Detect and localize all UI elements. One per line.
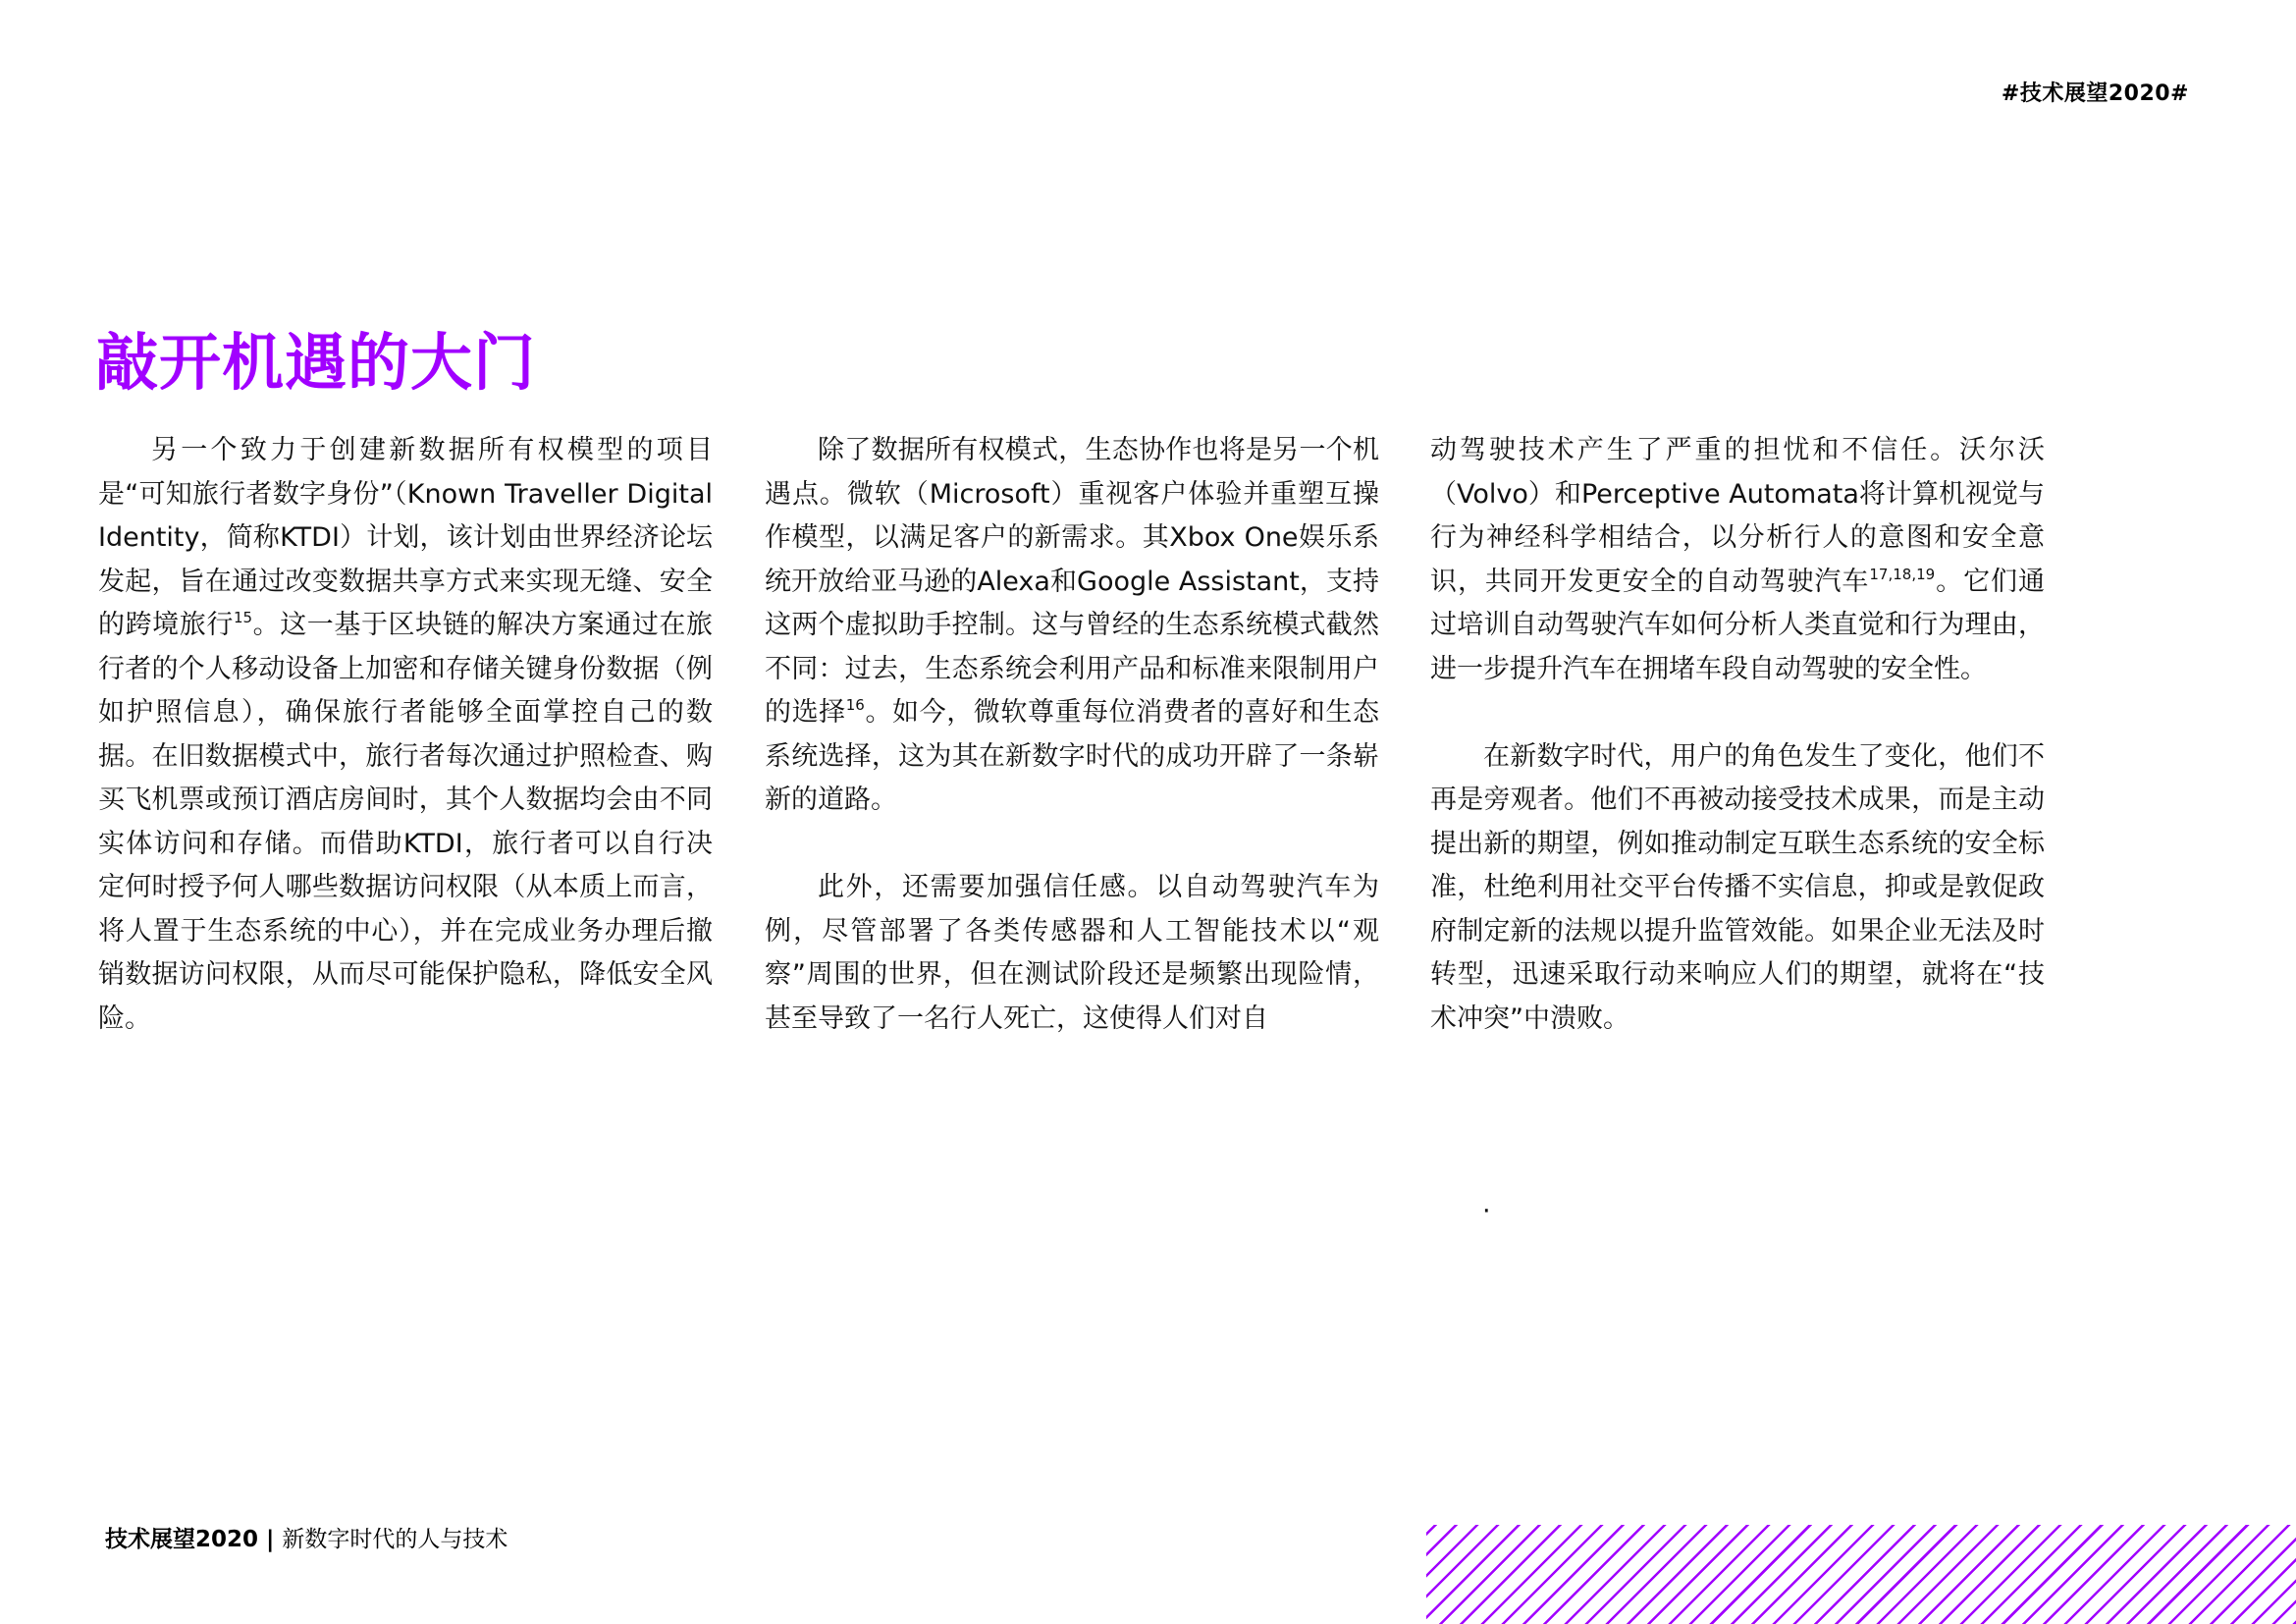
text-column-1 (98, 429, 713, 1041)
text-column-3 (1430, 429, 2045, 1041)
paragraph (98, 429, 713, 1041)
footnote-ref: 17,18,19 (1869, 565, 1936, 583)
hashtag-tag: #技术展望2020# (2001, 81, 2189, 106)
paragraph-text: 另一个致力于创建新数据所有权模型的项目是“可知旅行者数字身份”（Known Traveller Digital Identity，简称KTDI）计划，该计划由世界经济论坛发起，旨在通过改变数据共享方式来实现无缝、安全的跨境旅行 (98, 435, 713, 640)
paragraph-text: 动驾驶技术产生了严重的担忧和不信任。沃尔沃（Volvo）和Perceptive Automata将计算机视觉与行为神经科学相结合，以分析行人的意图和安全意识，共同开发更安全的自动驾驶汽车 (1430, 435, 2045, 597)
paragraph-text-cont: 。它们通过培训自动驾驶汽车如何分析人类直觉和行为理由，进一步提升汽车在拥堵车段自动驾驶的安全性。 (1430, 566, 2046, 684)
paragraph (1430, 735, 2045, 1042)
footer-separator: | (266, 1527, 275, 1552)
paragraph-text-cont: 。这一基于区块链的解决方案通过在旅行者的个人移动设备上加密和存储关键身份数据（例如护照信息），确保旅行者能够全面掌控自己的数据。在旧数据模式中，旅行者每次通过护照检查、购买飞机票或预订酒店房间时，其个人数据均会由不同实体访问和存储。而借助KTDI，旅行者可以自行决定何时授予何人哪些数据访问权限（从本质上而言，将人置于生态系统的中心），并在完成业务办理后撤销数据访问权限，从而尽可能保护隐私，降低安全风险。 (98, 610, 714, 1034)
paragraph-text: 在新数字时代，用户的角色发生了变化，他们不再是旁观者。他们不再被动接受技术成果，而是主动提出新的期望，例如推动制定互联生态系统的安全标准，杜绝利用社交平台传播不实信息，抑或是敦促政府制定新的法规以提升监管效能。如果企业无法及时转型，迅速采取行动来响应人们的期望，就将在“技术冲突”中溃败。 (1430, 740, 2045, 1034)
footer-brand: 技术展望2020 (105, 1527, 259, 1552)
stray-dot: · (1482, 1196, 1491, 1226)
hatch-pattern-decoration (1426, 1525, 2296, 1624)
paragraph-text-cont: 。如今，微软尊重每位消费者的喜好和生态系统选择，这为其在新数字时代的成功开辟了一条崭新的道路。 (765, 697, 1380, 815)
footer-subtitle: 新数字时代的人与技术 (282, 1527, 508, 1552)
footer (105, 1525, 507, 1554)
paragraph (765, 866, 1379, 1041)
paragraph-text: 除了数据所有权模式，生态协作也将是另一个机遇点。微软（Microsoft）重视客户体验并重塑互操作模型，以满足客户的新需求。其Xbox One娱乐系统开放给亚马逊的Alexa和Google Assistant，支持这两个虚拟助手控制。这与曾经的生态系统模式截然不同：过去，生态系统会利用产品和标准来限制用户的选择 (765, 435, 1379, 728)
paragraph-continued (1430, 429, 2045, 691)
paragraph-text: 此外，还需要加强信任感。以自动驾驶汽车为例，尽管部署了各类传感器和人工智能技术以“观察”周围的世界，但在测试阶段还是频繁出现险情，甚至导致了一名行人死亡，这使得人们对自 (765, 872, 1379, 1034)
footnote-ref: 15 (233, 609, 253, 626)
paragraph (765, 429, 1379, 823)
section-title: 敲开机遇的大门 (96, 327, 536, 399)
footnote-ref: 16 (845, 696, 865, 714)
text-column-2 (765, 429, 1379, 1041)
